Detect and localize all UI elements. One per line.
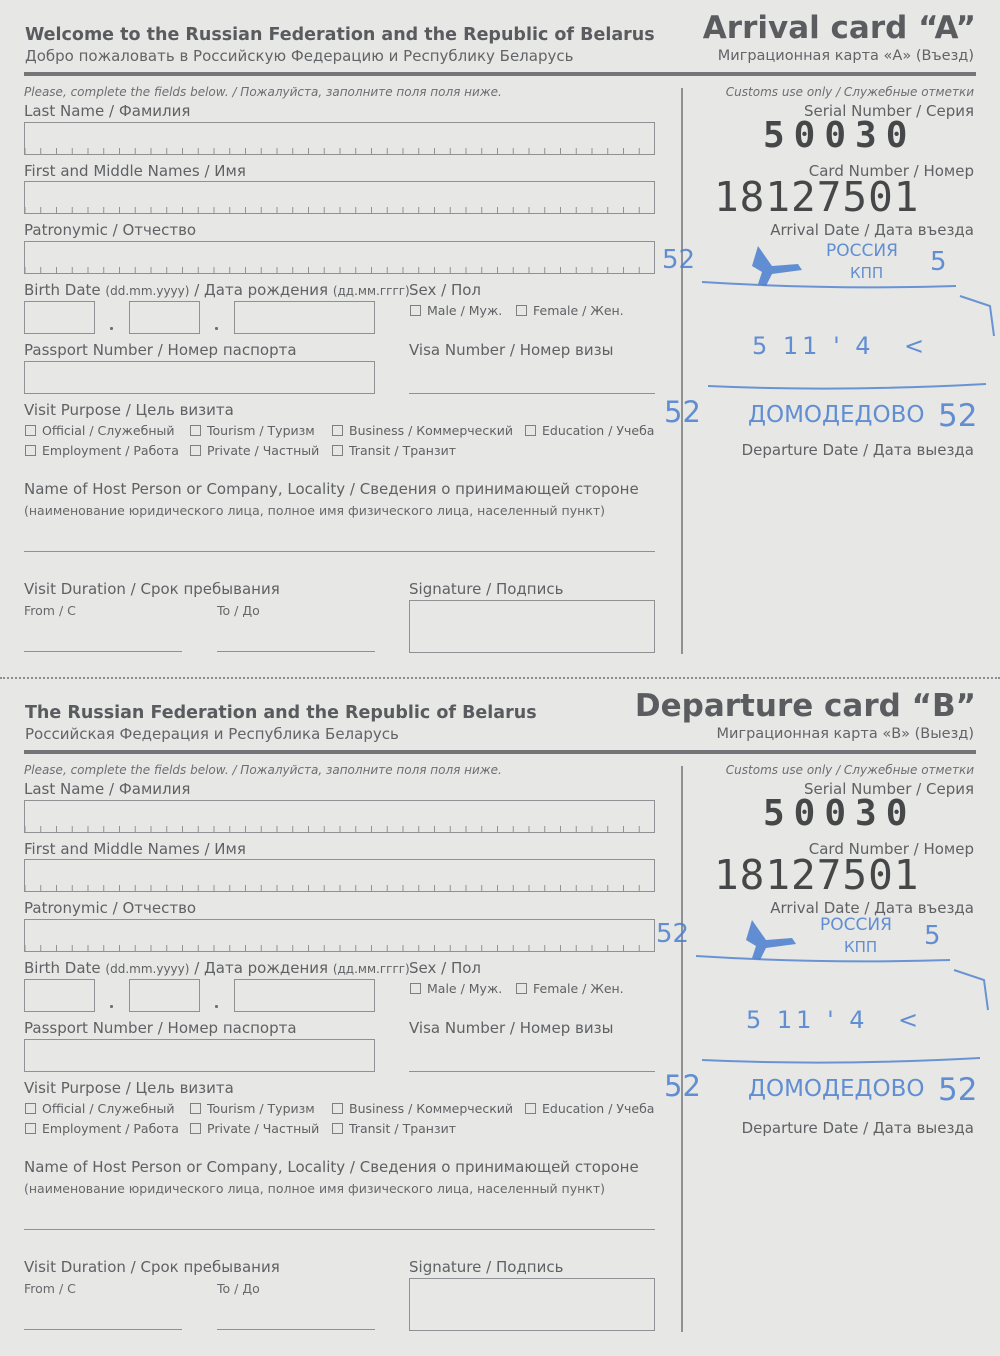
purpose-tourism-checkbox[interactable]: Tourism / Туризм [190, 423, 315, 438]
patronymic-label: Patronymic / Отчество [24, 221, 197, 239]
checkbox-icon [332, 425, 343, 436]
checkbox-icon [516, 983, 527, 994]
purpose-business-checkbox[interactable]: Business / Коммерческий [332, 423, 513, 438]
airplane-icon [752, 246, 802, 286]
visa-field[interactable] [409, 393, 655, 394]
last-name-field[interactable] [24, 800, 655, 833]
birth-month-field[interactable] [129, 301, 200, 334]
checkbox-icon [190, 1103, 201, 1114]
passport-field[interactable] [24, 1039, 375, 1072]
stamp-code-bottom-left: 52 [664, 1069, 701, 1103]
card-number-value: 18127501 [714, 851, 920, 899]
host-field[interactable] [24, 1229, 655, 1230]
stamp-checkpoint: КПП [844, 938, 878, 956]
checkbox-icon [190, 425, 201, 436]
purpose-employment-checkbox[interactable]: Employment / Работа [25, 1121, 179, 1136]
instruction-text: Please, complete the fields below. / Пожалуйста, заполните поля поля ниже. [24, 85, 502, 99]
stamp-side-mark: 5 [924, 921, 941, 951]
first-name-field[interactable] [24, 181, 655, 214]
stamp-date: 5 11 ' 4 [752, 332, 875, 360]
serial-number-value: 50030 [763, 115, 917, 156]
serial-number-value: 50030 [763, 793, 917, 834]
visit-purpose-label: Visit Purpose / Цель визита [24, 401, 234, 419]
card-a-header-ru: Добро пожаловать в Российскую Федерацию и Республику Беларусь [25, 47, 574, 65]
checkbox-icon [25, 445, 36, 456]
stamp-code-bottom-right: 52 [938, 1072, 978, 1108]
birth-day-field[interactable] [24, 979, 95, 1012]
stamp-arrow: < [904, 332, 925, 360]
visa-label: Visa Number / Номер визы [409, 341, 614, 359]
card-a-title: Arrival card “A” [702, 10, 976, 46]
host-note: (наименование юридического лица, полное имя физического лица, населенный пункт) [24, 503, 605, 518]
purpose-private-checkbox[interactable]: Private / Частный [190, 1121, 319, 1136]
purpose-employment-checkbox[interactable]: Employment / Работа [25, 443, 179, 458]
card-b-title: Departure card “B” [634, 688, 976, 724]
date-separator [110, 1005, 113, 1008]
stamp-arrow: < [898, 1006, 919, 1034]
card-number-label: Card Number / Номер [808, 840, 974, 858]
host-label: Name of Host Person or Company, Locality / Сведения о принимающей стороне [24, 1158, 639, 1176]
checkbox-icon [25, 1123, 36, 1134]
sex-label: Sex / Пол [409, 959, 481, 977]
checkbox-icon [332, 445, 343, 456]
sex-female-checkbox[interactable]: Female / Жен. [516, 303, 624, 318]
stamp-code-bottom-right: 52 [938, 398, 978, 434]
card-number-value: 18127501 [714, 173, 920, 221]
visit-purpose-label: Visit Purpose / Цель визита [24, 1079, 234, 1097]
patronymic-label: Patronymic / Отчество [24, 899, 197, 917]
last-name-label: Last Name / Фамилия [24, 102, 191, 120]
passport-label: Passport Number / Номер паспорта [24, 1019, 297, 1037]
sex-male-checkbox[interactable]: Male / Муж. [410, 981, 502, 996]
instruction-text: Please, complete the fields below. / Пожалуйста, заполните поля поля ниже. [24, 763, 502, 777]
card-b-header-ru: Российская Федерация и Республика Беларусь [25, 725, 399, 743]
header-rule [24, 72, 976, 76]
stamp-airport: ДОМОДЕДОВО [748, 402, 925, 428]
from-field[interactable] [24, 651, 182, 652]
purpose-transit-checkbox[interactable]: Transit / Транзит [332, 1121, 456, 1136]
departure-card [0, 678, 1000, 1356]
sex-label: Sex / Пол [409, 281, 481, 299]
stamp-country: РОССИЯ [820, 915, 892, 935]
stamp-date: 5 11 ' 4 [746, 1006, 869, 1034]
to-field[interactable] [217, 651, 375, 652]
to-label: To / До [217, 1281, 260, 1296]
card-a-header-en: Welcome to the Russian Federation and the Republic of Belarus [25, 25, 655, 45]
birth-day-field[interactable] [24, 301, 95, 334]
visa-field[interactable] [409, 1071, 655, 1072]
birth-year-field[interactable] [234, 979, 375, 1012]
card-number-label: Card Number / Номер [808, 162, 974, 180]
border-stamp [660, 236, 1000, 436]
stamp-code-left: 52 [662, 245, 696, 275]
customs-heading: Customs use only / Служебные отметки [725, 763, 974, 777]
first-name-label: First and Middle Names / Имя [24, 840, 246, 858]
date-separator [110, 327, 113, 330]
patronymic-field[interactable] [24, 919, 655, 952]
visa-label: Visa Number / Номер визы [409, 1019, 614, 1037]
purpose-education-checkbox[interactable]: Education / Учеба [525, 423, 654, 438]
last-name-label: Last Name / Фамилия [24, 780, 191, 798]
sex-female-checkbox[interactable]: Female / Жен. [516, 981, 624, 996]
visit-duration-label: Visit Duration / Срок пребывания [24, 580, 280, 598]
arrival-date-label: Arrival Date / Дата въезда [770, 221, 974, 239]
host-label: Name of Host Person or Company, Locality / Сведения о принимающей стороне [24, 480, 639, 498]
to-label: To / До [217, 603, 260, 618]
patronymic-field[interactable] [24, 241, 655, 274]
card-a-subtitle: Миграционная карта «А» (Въезд) [717, 48, 974, 64]
serial-number-label: Serial Number / Серия [803, 102, 974, 120]
card-b-subtitle: Миграционная карта «В» (Выезд) [716, 726, 974, 742]
serial-number-label: Serial Number / Серия [803, 780, 974, 798]
signature-field[interactable] [409, 600, 655, 653]
from-label: From / С [24, 603, 76, 618]
purpose-private-checkbox[interactable]: Private / Частный [190, 443, 319, 458]
stamp-country: РОССИЯ [826, 241, 898, 261]
card-b-header-en: The Russian Federation and the Republic of Belarus [25, 703, 537, 723]
passport-field[interactable] [24, 361, 375, 394]
from-field[interactable] [24, 1329, 182, 1330]
checkbox-icon [190, 1123, 201, 1134]
purpose-education-checkbox[interactable]: Education / Учеба [525, 1101, 654, 1116]
arrival-date-label: Arrival Date / Дата въезда [770, 899, 974, 917]
checkbox-icon [332, 1103, 343, 1114]
signature-field[interactable] [409, 1278, 655, 1331]
birth-date-label: Birth Date (dd.mm.yyyy) / Дата рождения (дд.мм.гггг) [24, 959, 410, 977]
stamp-side-mark: 5 [930, 247, 947, 277]
checkbox-icon [25, 425, 36, 436]
checkbox-icon [25, 1103, 36, 1114]
checkbox-icon [332, 1123, 343, 1134]
stamp-airport: ДОМОДЕДОВО [748, 1076, 925, 1102]
passport-label: Passport Number / Номер паспорта [24, 341, 297, 359]
purpose-official-checkbox[interactable]: Official / Служебный [25, 1101, 175, 1116]
last-name-field[interactable] [24, 122, 655, 155]
birth-date-label: Birth Date (dd.mm.yyyy) / Дата рождения (дд.мм.гггг) [24, 281, 410, 299]
checkbox-icon [525, 425, 536, 436]
checkbox-icon [525, 1103, 536, 1114]
customs-heading: Customs use only / Служебные отметки [725, 85, 974, 99]
first-name-field[interactable] [24, 859, 655, 892]
host-field[interactable] [24, 551, 655, 552]
checkbox-icon [190, 445, 201, 456]
purpose-transit-checkbox[interactable]: Transit / Транзит [332, 443, 456, 458]
to-field[interactable] [217, 1329, 375, 1330]
signature-label: Signature / Подпись [409, 580, 564, 598]
header-rule [24, 750, 976, 754]
border-stamp [654, 910, 994, 1110]
departure-date-label: Departure Date / Дата выезда [741, 1119, 974, 1137]
host-note: (наименование юридического лица, полное имя физического лица, населенный пункт) [24, 1181, 605, 1196]
stamp-code-bottom-left: 52 [664, 395, 701, 429]
purpose-official-checkbox[interactable]: Official / Служебный [25, 423, 175, 438]
sex-male-checkbox[interactable]: Male / Муж. [410, 303, 502, 318]
checkbox-icon [410, 305, 421, 316]
from-label: From / С [24, 1281, 76, 1296]
departure-date-label: Departure Date / Дата выезда [741, 441, 974, 459]
checkbox-icon [410, 983, 421, 994]
date-separator [215, 327, 218, 330]
stamp-code-left: 52 [656, 919, 690, 949]
purpose-tourism-checkbox[interactable]: Tourism / Туризм [190, 1101, 315, 1116]
checkbox-icon [516, 305, 527, 316]
birth-year-field[interactable] [234, 301, 375, 334]
airplane-icon [746, 920, 796, 960]
purpose-business-checkbox[interactable]: Business / Коммерческий [332, 1101, 513, 1116]
stamp-checkpoint: КПП [850, 264, 884, 282]
birth-month-field[interactable] [129, 979, 200, 1012]
visit-duration-label: Visit Duration / Срок пребывания [24, 1258, 280, 1276]
signature-label: Signature / Подпись [409, 1258, 564, 1276]
date-separator [215, 1005, 218, 1008]
first-name-label: First and Middle Names / Имя [24, 162, 246, 180]
